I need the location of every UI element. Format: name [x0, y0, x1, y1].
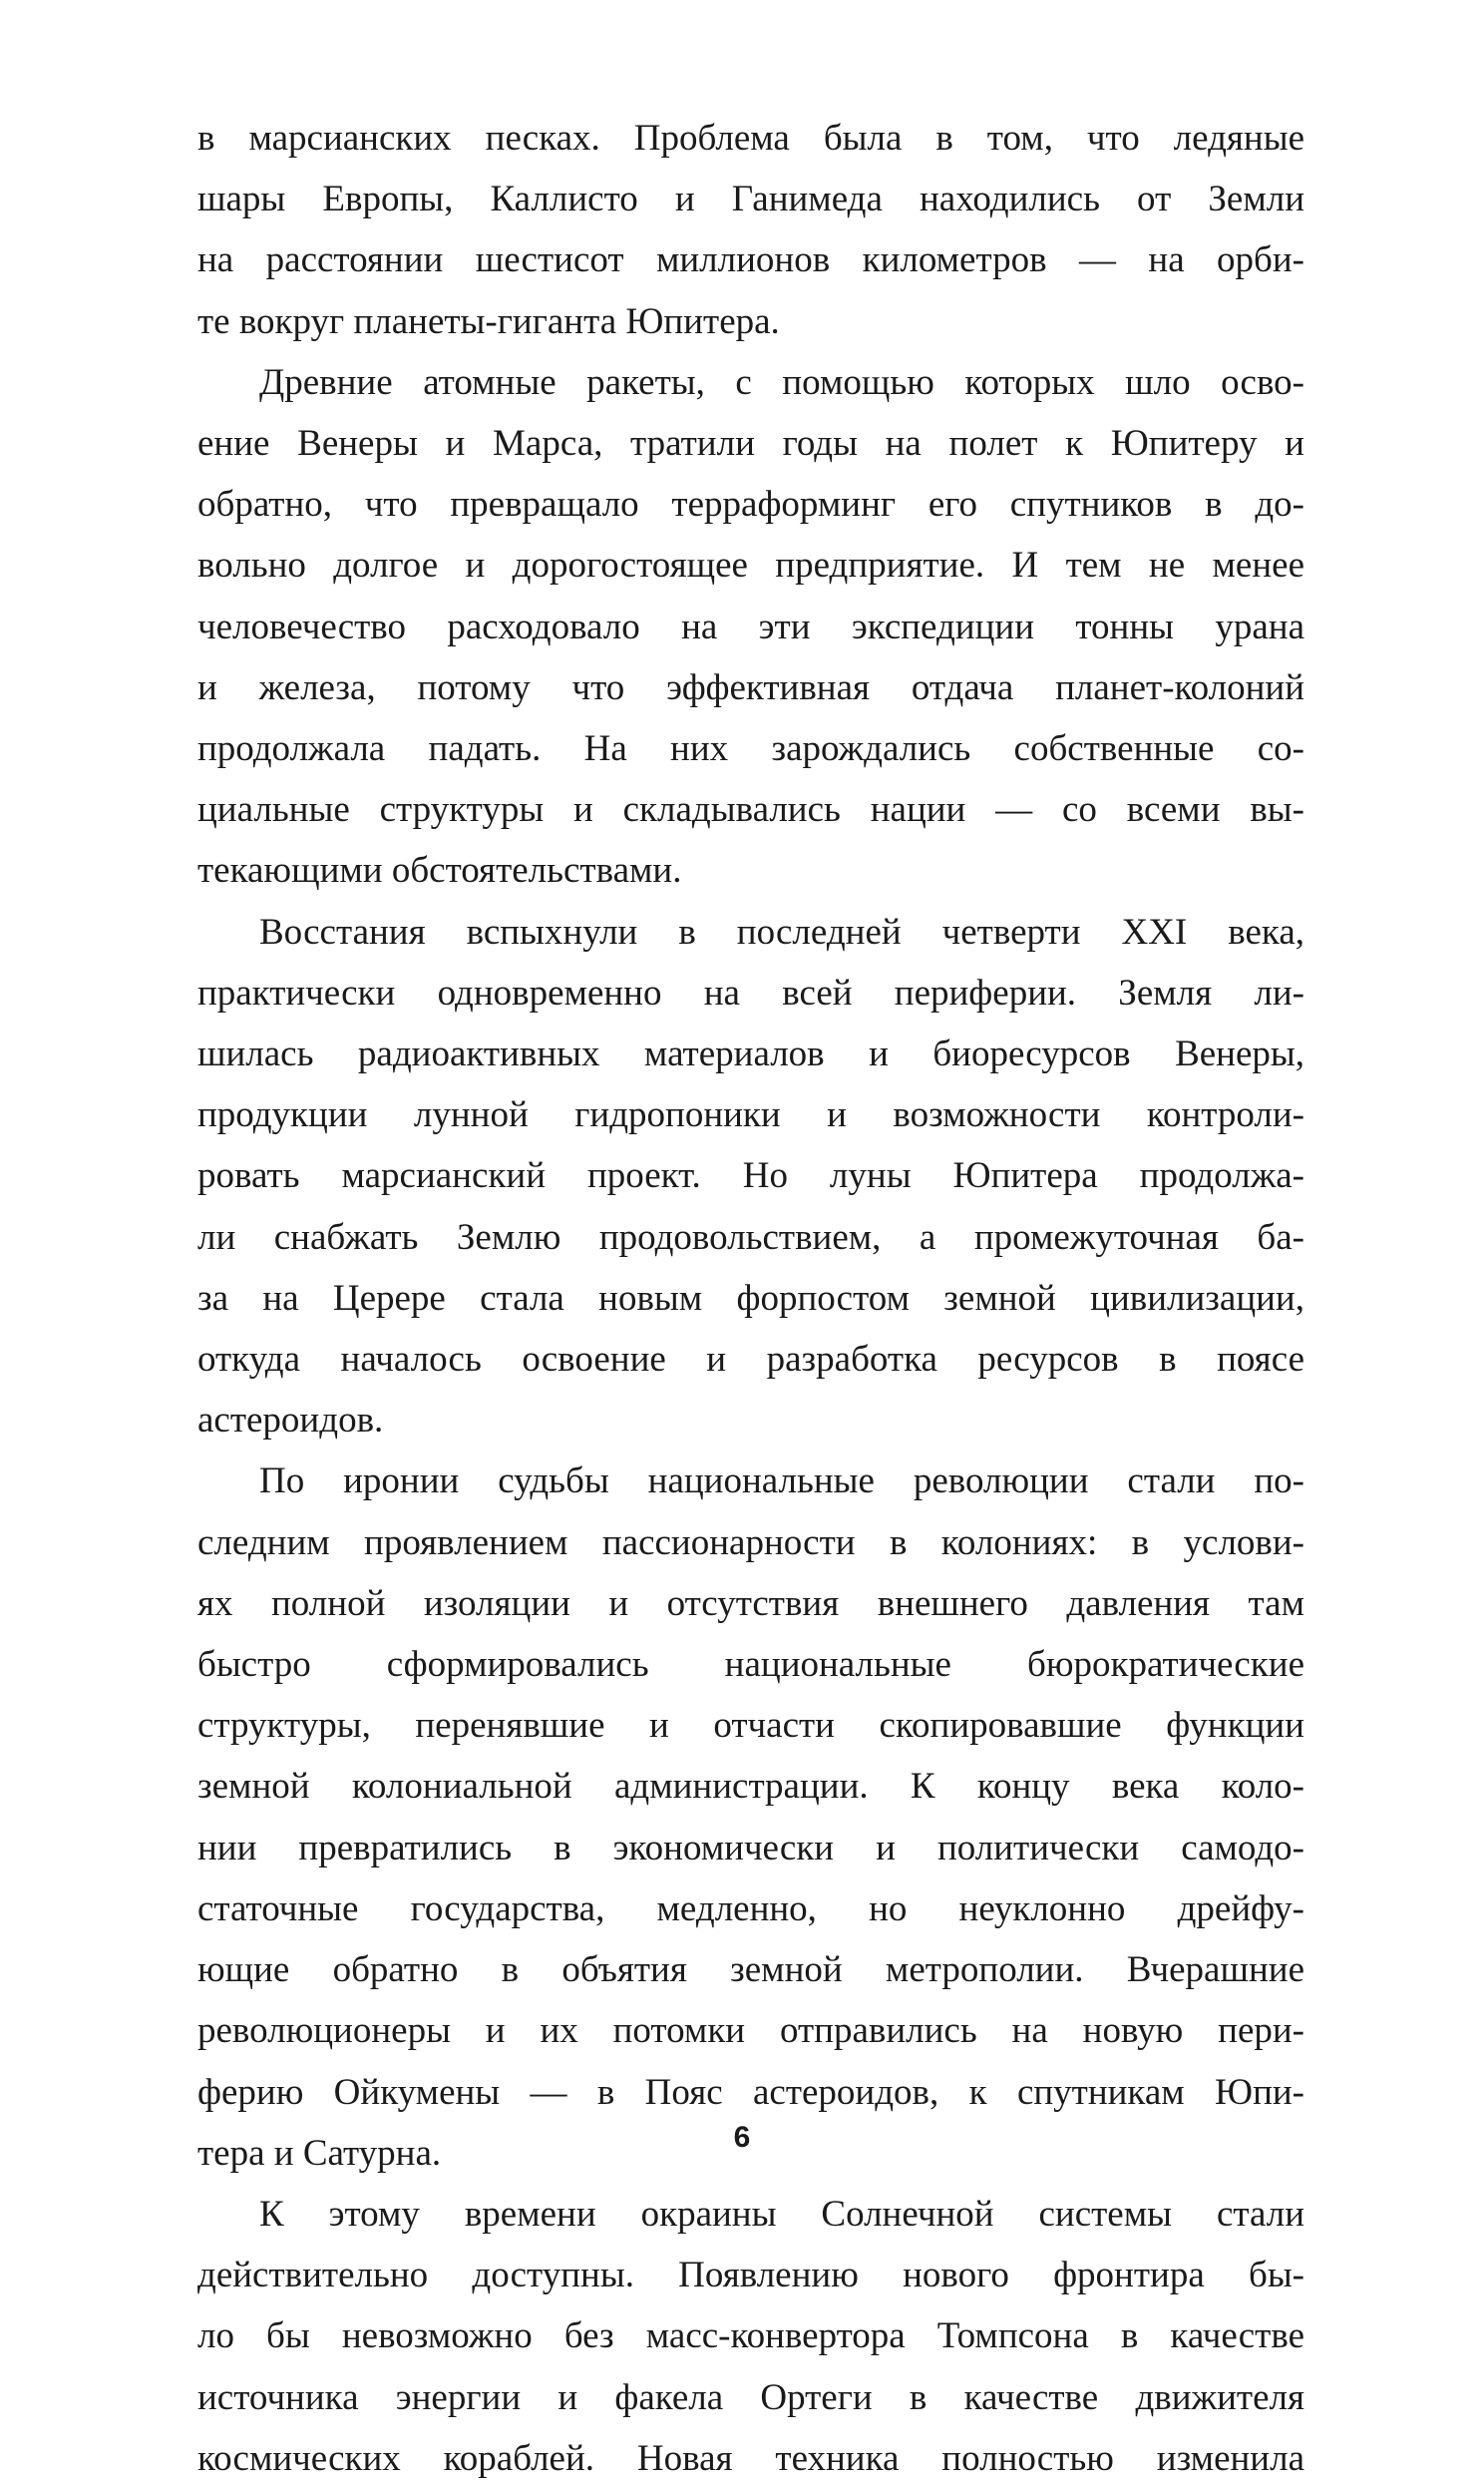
text-line: продукции лунной гидропоники и возможности контроли-	[197, 1094, 1304, 1136]
text-line: в марсианских песках. Проблема была в том, что ледяные	[197, 118, 1304, 159]
text-line: человечество расходовало на эти экспедиции тонны урана	[197, 606, 1304, 647]
text-line: статочные государства, медленно, но неуклонно дрейфу-	[197, 1887, 1304, 1929]
text-line: ло бы невозможно без масс-конвертора Томпсона в качестве	[197, 2315, 1304, 2357]
text-line: источника энергии и факела Ортеги в качестве движителя	[197, 2376, 1304, 2418]
text-line: революционеры и их потомки отправились на новую пери-	[197, 2010, 1304, 2052]
paragraph	[197, 352, 1304, 902]
text-line: космических кораблей. Новая техника полностью изменила	[197, 2437, 1304, 2479]
text-line: тера и Сатурна.	[197, 2132, 442, 2174]
text-line: следним проявлением пассионарности в колониях: в услови-	[197, 1521, 1304, 1563]
text-line: шары Европы, Каллисто и Ганимеда находились от Земли	[197, 179, 1304, 220]
text-line: ях полной изоляции и отсутствия внешнего давления там	[197, 1582, 1304, 1624]
text-line: ение Венеры и Марса, тратили годы на полет к Юпитеру и	[197, 423, 1304, 465]
text-line: те вокруг планеты-гиганта Юпитера.	[197, 300, 780, 342]
text-line: обратно, что превращало терраформинг его спутников в до-	[197, 484, 1304, 526]
text-line: Восстания вспыхнули в последней четверти XXI века,	[259, 911, 1304, 953]
paragraph	[197, 2184, 1304, 2489]
text-line: шилась радиоактивных материалов и биоресурсов Венеры,	[197, 1034, 1304, 1075]
text-line: вольно долгое и дорогостоящее предприятие. И тем не менее	[197, 545, 1304, 587]
text-line: практически одновременно на всей периферии. Земля ли-	[197, 972, 1304, 1014]
text-line: ферию Ойкумены — в Пояс астероидов, к спутникам Юпи-	[197, 2071, 1304, 2113]
text-line: на расстоянии шестисот миллионов километров — на орби-	[197, 239, 1304, 281]
text-line: земной колониальной администрации. К концу века коло-	[197, 1766, 1304, 1808]
text-line: нии превратились в экономически и политически самодо-	[197, 1827, 1304, 1868]
text-line: Древние атомные ракеты, с помощью которых шло осво-	[259, 361, 1304, 403]
text-line: текающими обстоятельствами.	[197, 850, 682, 892]
text-line: быстро сформировались национальные бюрократические	[197, 1644, 1304, 1686]
paragraph	[197, 1451, 1304, 2183]
text-line: структуры, перенявшие и отчасти скопировавшие функции	[197, 1705, 1304, 1747]
text-line: ющие обратно в объятия земной метрополии. Вчерашние	[197, 1949, 1304, 1991]
text-line: действительно доступны. Появлению нового фронтира бы-	[197, 2255, 1304, 2296]
text-line: К этому времени окраины Солнечной системы стали	[259, 2193, 1304, 2235]
text-line: продолжала падать. На них зарождались собственные со-	[197, 728, 1304, 770]
text-line: за на Церере стала новым форпостом земной цивилизации,	[197, 1277, 1304, 1319]
paragraph	[197, 108, 1304, 352]
text-line: и железа, потому что эффективная отдача планет-колоний	[197, 666, 1304, 708]
text-line: По иронии судьбы национальные революции стали по-	[259, 1460, 1304, 1502]
paragraph	[197, 902, 1304, 1452]
text-line: откуда началось освоение и разработка ресурсов в поясе	[197, 1339, 1304, 1381]
text-line: ли снабжать Землю продовольствием, а промежуточная ба-	[197, 1216, 1304, 1258]
text-line: астероидов.	[197, 1400, 384, 1442]
text-line: циальные структуры и складывались нации — со всеми вы-	[197, 789, 1304, 831]
text-line: ровать марсианский проект. Но луны Юпитера продолжа-	[197, 1155, 1304, 1197]
page-number: 6	[733, 2121, 751, 2154]
